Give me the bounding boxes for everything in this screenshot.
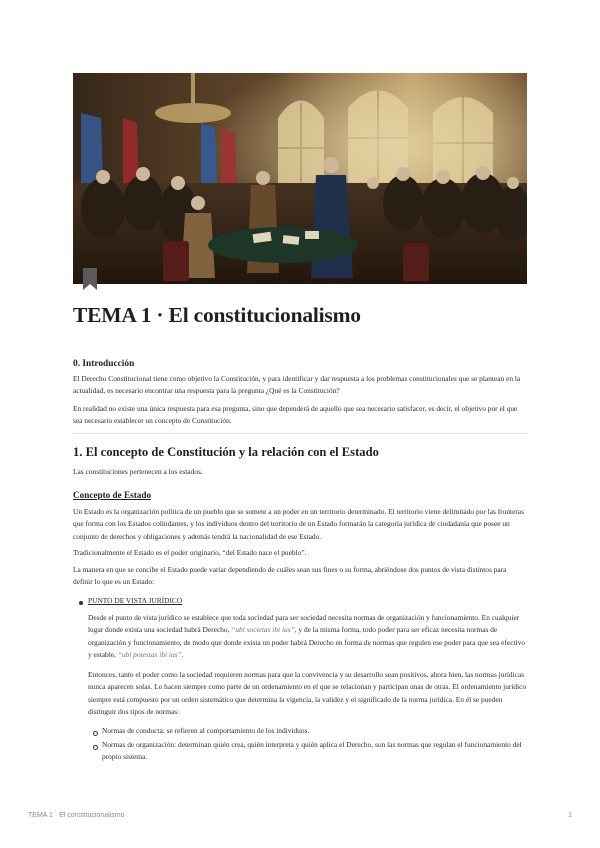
page-title: TEMA 1 · El constitucionalismo <box>73 303 361 327</box>
sub-bullet-1 <box>102 725 527 737</box>
sub-bullet-2 <box>102 739 527 764</box>
section1-heading: 1. El concepto de Constitución y la relación con el Estado <box>73 445 379 459</box>
normas-conducta: Normas de conducta: se refieren al comportamiento de los individuos. <box>102 726 310 735</box>
section1-subheading-block <box>73 489 527 501</box>
bullet-juridico-label: PUNTO DE VISTA JURÍDICO <box>88 596 183 605</box>
juridico-paragraph-1 <box>88 612 527 662</box>
estado-p1: Un Estado es la organización política de un pueblo que se somete a un poder en un territorio determinado. El territorio viene delimitado por las fronteras que forma con los Estados colindantes, y los individuos dentro del territorio de un Estado formarán la categoría jurídica de ciudadanía que posee un conjunto de derechos y obligaciones y además tendrá la nacionalidad de ese Estado. <box>73 507 524 541</box>
estado-p3: La manera en que se concibe el Estado puede variar dependiendo de cuáles sean sus fines o su forma, abriéndose dos puntos de vista distintos para definir lo que es un Estado: <box>73 565 507 587</box>
section-divider <box>73 433 527 434</box>
cover-image <box>73 73 527 284</box>
historical-painting-image <box>73 73 527 284</box>
estado-paragraph-1 <box>73 506 527 543</box>
footer-title: TEMA 1 · El constitucionalismo <box>28 812 125 819</box>
intro-p1: El Derecho Constitucional tiene como objetivo la Constitución, y para identificar y dar respuesta a los problemas constitucionales que se plantean en la actualidad, es necesario encontrar una respuesta para la pregunta ¿Qué es la Constitución? <box>73 374 521 396</box>
intro-section <box>73 358 527 370</box>
juridico-p1-text-c: . <box>181 650 184 660</box>
juridico-p1 <box>88 612 527 662</box>
bullet-marker <box>79 601 83 605</box>
estado-paragraph-2 <box>73 547 527 559</box>
bookmark-icon <box>83 268 97 290</box>
estado-paragraph-3 <box>73 564 527 589</box>
latin-quote-1: “ubi societas ibi ius” <box>231 625 295 635</box>
sub-bullet-marker <box>93 745 98 750</box>
section1 <box>73 446 527 458</box>
concepto-estado-heading: Concepto de Estado <box>73 490 152 500</box>
intro-paragraph-1 <box>73 373 527 398</box>
intro-paragraph-2 <box>73 403 527 428</box>
intro-heading: 0. Introducción <box>73 359 135 369</box>
normas-organizacion: Normas de organización: determinan quién crea, quién interpreta y quién aplica el Derecho, son las normas que regulan el funcionamiento del propio sistema. <box>102 740 522 762</box>
section1-lead: Las constituciones pertenecen a los estados. <box>73 467 203 476</box>
bullet-juridico <box>88 595 527 607</box>
sub-bullet-marker <box>93 731 98 736</box>
section1-lead-block <box>73 466 527 478</box>
juridico-p1-text-b: , y de la misma forma, todo poder para ser eficaz necesita normas de organización y funcionamiento, de modo que donde exista un poder habrá Derecho en forma de normas que regulen ese poder para que sea efectivo y estable, <box>88 625 525 660</box>
juridico-p1-text-a: Desde el punto de vista jurídico se establece que toda sociedad para ser sociedad necesita normas de organización y funcionamiento. En cualquier lugar donde exista una sociedad habrá Derecho, <box>88 613 520 635</box>
juridico-p2: Entonces, tanto el poder como la sociedad requieren normas para que la convivencia y su desarrollo sean positivos, ahora bien, las normas jurídicas nunca aparecen solas. Lo hacen siempre como parte de un ordenamiento en el que se relacionan y participan unas de otras. El ordenamiento jurídico siempre está compuesto por un orden sistemático que determina la vigencia, la validez y el significado de la norma jurídica. En él se pueden distinguir dos tipos de normas: <box>88 670 527 717</box>
page-number: 1 <box>568 812 572 819</box>
latin-quote-2: “ubi potestas ibi ius” <box>117 650 182 660</box>
intro-p2: En realidad no existe una única respuesta para esa pregunta, sino que dependerá de aquello que sea necesario satisfacer, es decir, el objetivo por el que sea necesario establecer un concepto de Constitución. <box>73 404 518 426</box>
juridico-paragraph-2 <box>88 669 527 719</box>
estado-p2: Tradicionalmente el Estado es el poder originario, “del Estado nace el pueblo”. <box>73 548 307 557</box>
